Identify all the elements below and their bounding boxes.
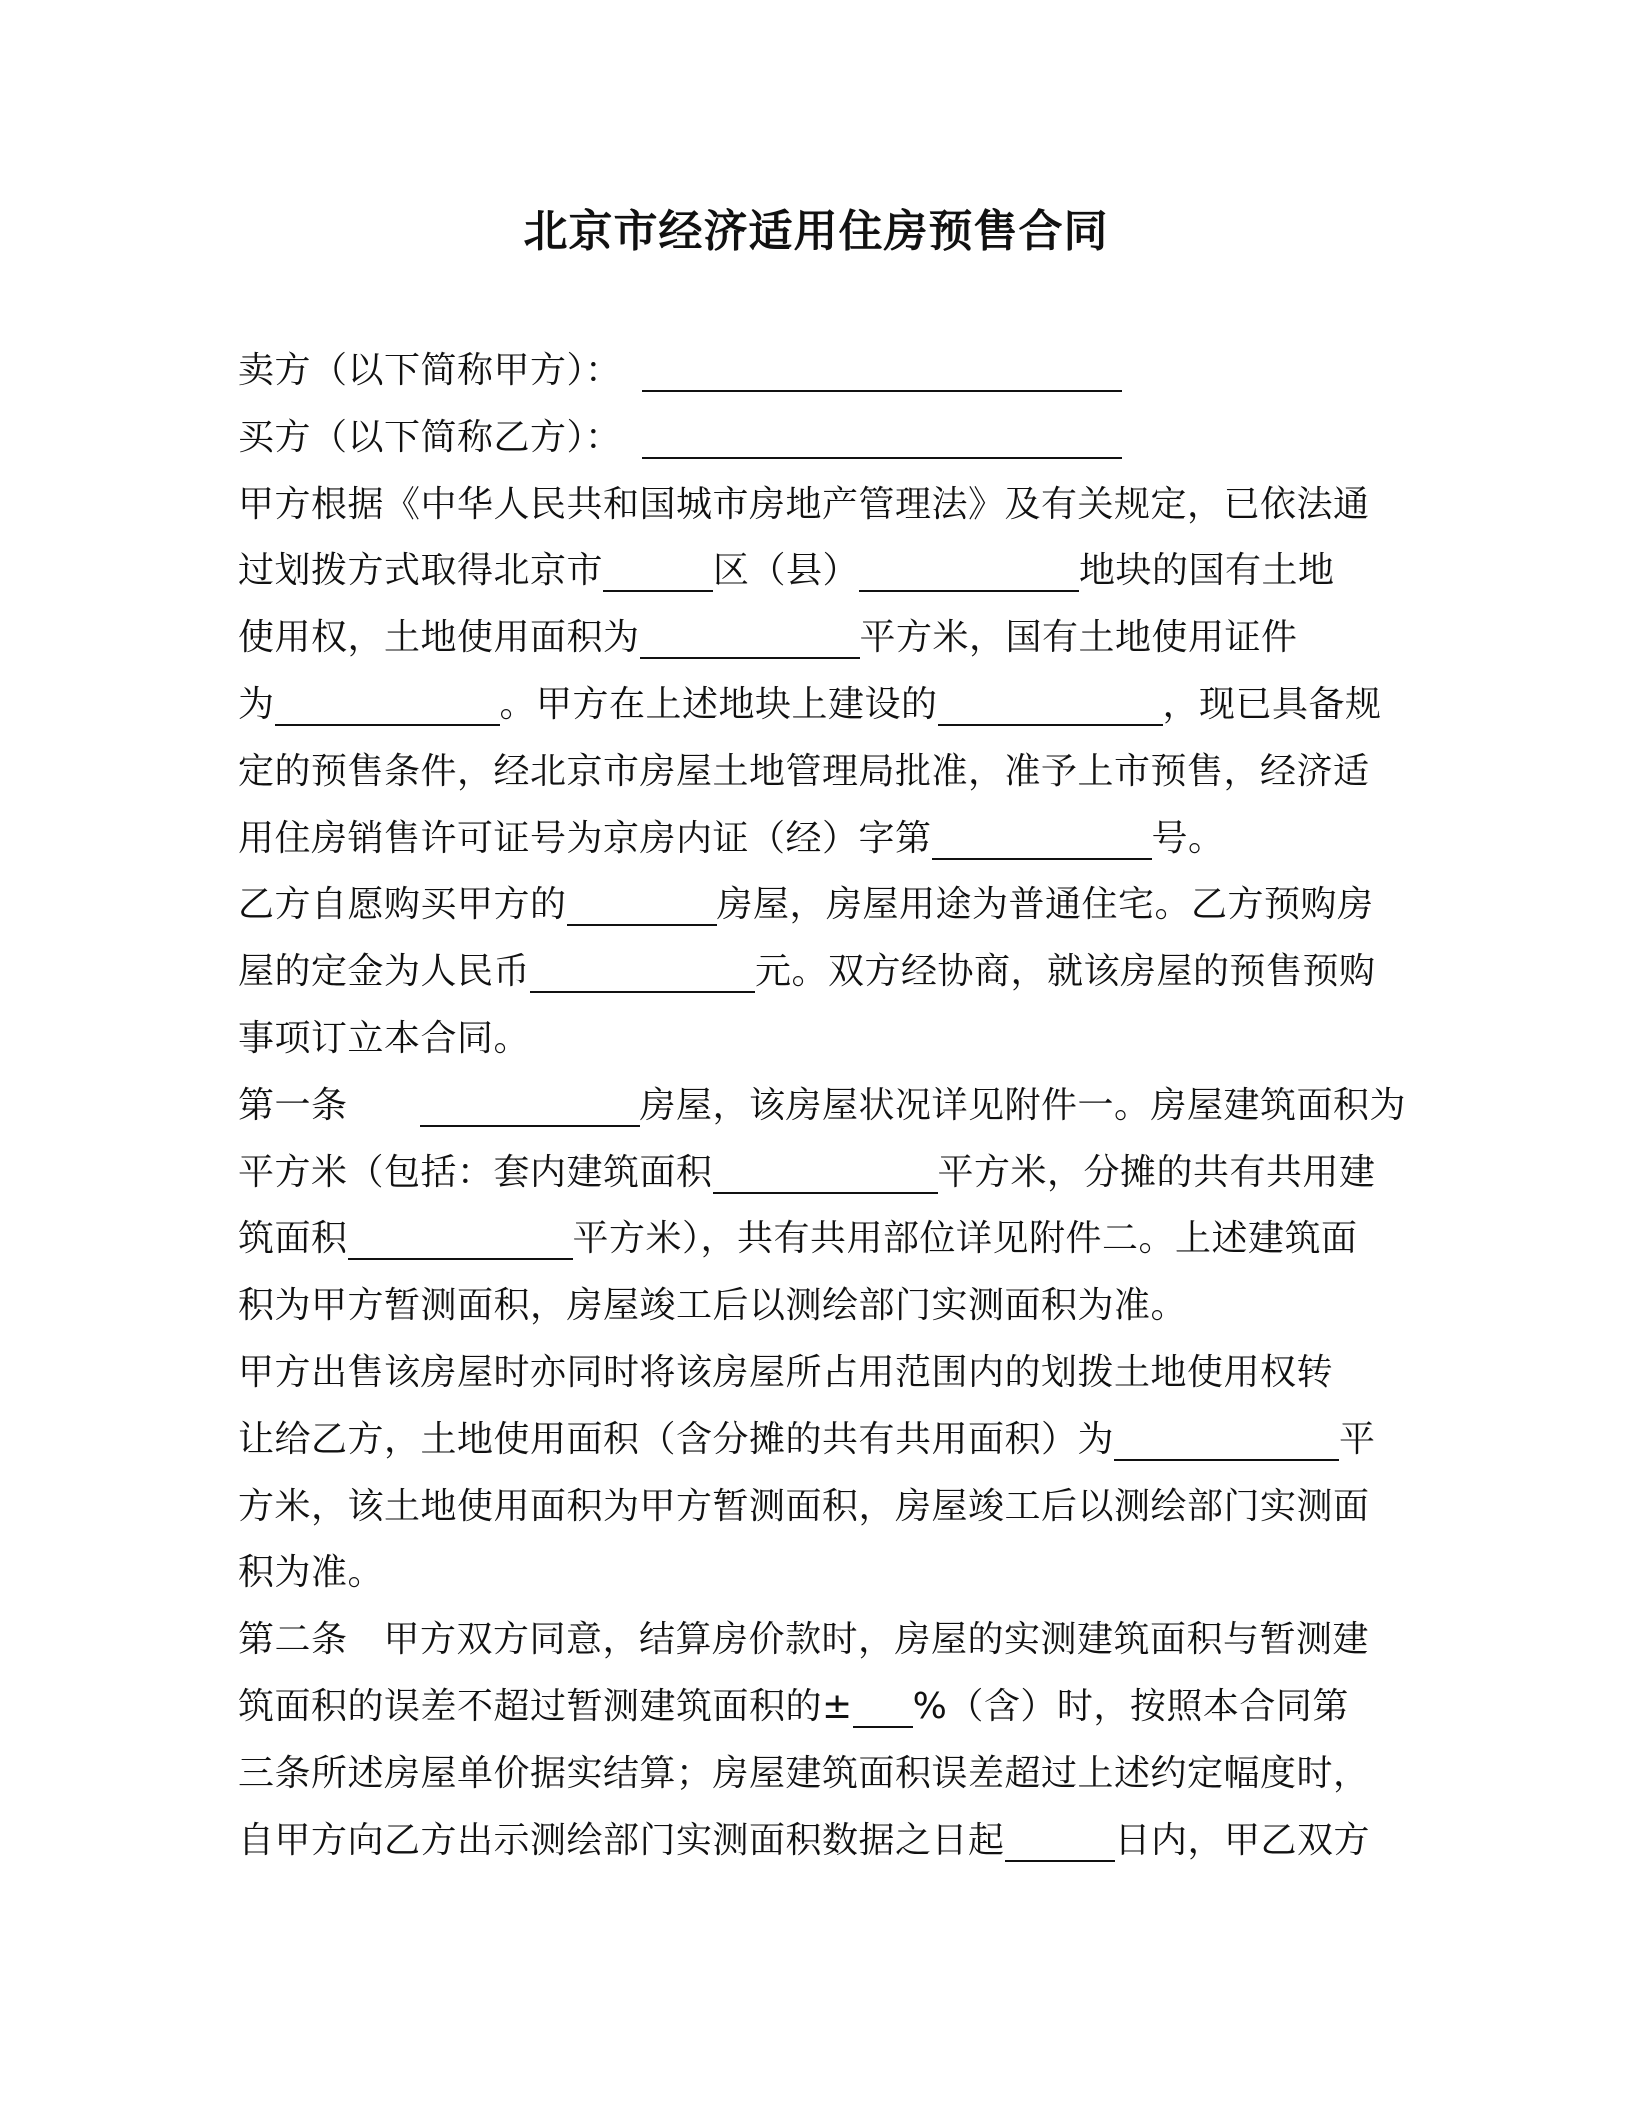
text-line — [238, 806, 1408, 873]
text-line — [238, 939, 1408, 1006]
article-1-line — [238, 1073, 1408, 1140]
text-line — [238, 1340, 1408, 1407]
text-line — [238, 739, 1408, 806]
text-span: 甲方根据《中华人民共和国城市房地产管理法》及有关规定，已依法通 — [238, 483, 1370, 525]
land-certificate-blank[interactable] — [275, 684, 500, 726]
text-span: 平方米（包括：套内建筑面积 — [238, 1151, 713, 1193]
text-span: 平方米，国有土地使用证件 — [859, 617, 1298, 659]
seller-name-blank[interactable] — [642, 350, 1122, 392]
land-use-area-blank[interactable] — [1114, 1419, 1339, 1461]
district-blank[interactable] — [603, 550, 713, 592]
seller-line — [238, 338, 1408, 405]
text-span: ，现已具备规 — [1162, 683, 1382, 725]
project-name-blank[interactable] — [938, 684, 1163, 726]
text-line — [238, 1674, 1408, 1741]
text-span: 积为甲方暂测面积，房屋竣工后以测绘部门实测面积为准。 — [238, 1285, 1188, 1327]
text-span: 平 — [1339, 1418, 1376, 1460]
text-span: 房屋，该房屋状况详见附件一。房屋建筑面积为 — [639, 1084, 1407, 1126]
article-2-line — [238, 1607, 1408, 1674]
text-span: 用住房销售许可证号为京房内证（经）字第 — [238, 817, 932, 859]
text-line — [238, 1273, 1408, 1340]
text-line — [238, 1140, 1408, 1207]
text-line — [238, 1741, 1408, 1808]
license-number-blank[interactable] — [932, 818, 1152, 860]
article-1-label: 第一条 — [238, 1084, 348, 1126]
deposit-blank[interactable] — [530, 951, 755, 993]
text-span: 甲方出售该房屋时亦同时将该房屋所占用范围内的划拨土地使用权转 — [238, 1351, 1334, 1393]
text-line — [238, 605, 1408, 672]
text-line — [238, 1006, 1408, 1073]
text-span: 乙方自愿购买甲方的 — [238, 884, 567, 926]
text-span: 平方米），共有共用部位详见附件二。上述建筑面 — [572, 1218, 1358, 1260]
text-span: 甲方双方同意，结算房价款时，房屋的实测建筑面积与暂测建 — [383, 1619, 1370, 1661]
text-span: 让给乙方，土地使用面积（含分摊的共有共用面积）为 — [238, 1418, 1115, 1460]
house-blank[interactable] — [567, 884, 717, 926]
text-line — [238, 872, 1408, 939]
text-span: 平方米，分摊的共有共用建 — [937, 1151, 1376, 1193]
text-span: 地块的国有土地 — [1079, 550, 1335, 592]
shared-area-blank[interactable] — [348, 1218, 573, 1260]
text-span: 筑面积的误差不超过暂测建筑面积的± — [238, 1685, 853, 1727]
text-span: 过划拨方式取得北京市 — [238, 550, 604, 592]
article-2-label: 第二条 — [238, 1619, 348, 1661]
land-area-blank[interactable] — [640, 617, 860, 659]
text-span: 自甲方向乙方出示测绘部门实测面积数据之日起 — [238, 1819, 1005, 1861]
text-line — [238, 1540, 1408, 1607]
plot-blank[interactable] — [859, 550, 1079, 592]
text-span: 使用权，土地使用面积为 — [238, 617, 640, 659]
error-percent-blank[interactable] — [853, 1686, 913, 1728]
text-line — [238, 538, 1408, 605]
text-span: 定的预售条件，经北京市房屋土地管理局批准，准予上市预售，经济适 — [238, 750, 1370, 792]
text-span: 方米，该土地使用面积为甲方暂测面积，房屋竣工后以测绘部门实测面 — [238, 1485, 1370, 1527]
text-span: 日内，甲乙双方 — [1114, 1819, 1371, 1861]
document-title: 北京市经济适用住房预售合同 — [523, 206, 1109, 257]
text-span: 事项订立本合同。 — [238, 1017, 531, 1059]
text-line — [238, 1474, 1408, 1541]
buyer-name-blank[interactable] — [642, 417, 1122, 459]
text-line — [238, 472, 1408, 539]
text-span: 房屋，房屋用途为普通住宅。乙方预购房 — [716, 884, 1374, 926]
text-line — [238, 672, 1408, 739]
text-span: 元。双方经协商，就该房屋的预售预购 — [755, 951, 1376, 993]
text-span: 积为准。 — [238, 1552, 385, 1594]
buyer-label: 买方（以下简称乙方）： — [238, 416, 622, 458]
contract-body — [238, 338, 1408, 1874]
seller-label: 卖方（以下简称甲方）： — [238, 350, 622, 391]
buyer-line — [238, 405, 1408, 472]
inner-area-blank[interactable] — [713, 1152, 938, 1194]
text-span: 筑面积 — [238, 1218, 348, 1260]
text-span: 为 — [238, 683, 275, 725]
article-1-house-blank[interactable] — [420, 1085, 640, 1127]
text-line — [238, 1808, 1408, 1875]
text-span: 屋的定金为人民币 — [238, 951, 531, 993]
text-line — [238, 1206, 1408, 1273]
text-line — [238, 1407, 1408, 1474]
text-span: 区（县） — [713, 550, 860, 592]
days-blank[interactable] — [1005, 1820, 1115, 1862]
text-span: %（含）时，按照本合同第 — [912, 1685, 1349, 1727]
text-span: 三条所述房屋单价据实结算；房屋建筑面积误差超过上述约定幅度时， — [238, 1752, 1370, 1794]
text-span: 号。 — [1151, 817, 1225, 859]
text-span: 。甲方在上述地块上建设的 — [499, 683, 938, 725]
